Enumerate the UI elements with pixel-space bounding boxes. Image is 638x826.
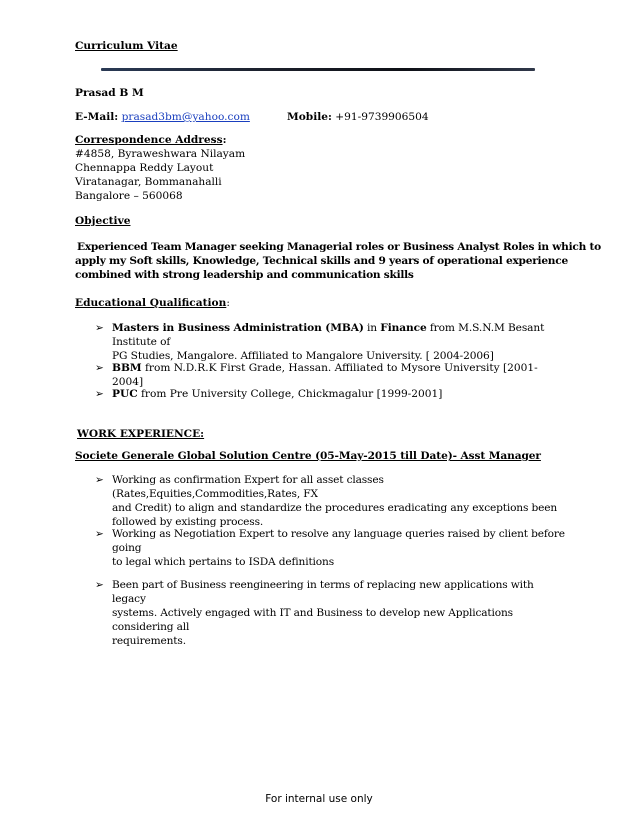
education-heading-line — [75, 296, 230, 310]
arrow-bullet-icon: ➢ — [95, 388, 104, 400]
address-line: Chennappa Reddy Layout — [75, 162, 214, 174]
header-divider — [101, 68, 535, 71]
arrow-bullet-icon: ➢ — [95, 579, 104, 591]
degree-name: PUC — [112, 388, 138, 400]
education-connector: in — [363, 322, 381, 334]
work-experience-heading: WORK EXPERIENCE: — [77, 428, 205, 440]
degree-major: Finance — [380, 322, 427, 334]
address-line: Viratanagar, Bommanahalli — [75, 176, 222, 188]
work-bullet-line: to legal which pertains to ISDA definitions — [112, 556, 334, 568]
work-bullet-line: Working as confirmation Expert for all asset classes (Rates,Equities,Commodities,Rates, FX — [112, 474, 384, 500]
arrow-bullet-icon: ➢ — [95, 474, 104, 486]
education-detail: from Pre University College, Chickmagalur [1999-2001] — [137, 388, 443, 400]
education-heading-colon: : — [226, 297, 230, 309]
email-link[interactable]: prasad3bm@yahoo.com — [121, 111, 250, 123]
address-heading-colon: : — [222, 134, 227, 146]
mobile-label: Mobile: — [287, 111, 332, 123]
arrow-bullet-icon: ➢ — [95, 528, 104, 540]
work-bullet-line: followed by existing process. — [112, 516, 264, 528]
arrow-bullet-icon: ➢ — [95, 362, 104, 374]
education-detail: from N.D.R.K First Grade, Hassan. Affiliated to Mysore University [2001-2004] — [112, 362, 538, 388]
mobile-line — [287, 110, 429, 124]
objective-line: apply my Soft skills, Knowledge, Technical skills and 9 years of operational experience — [75, 255, 568, 267]
objective-line: combined with strong leadership and communication skills — [75, 269, 414, 281]
address-heading-line — [75, 133, 226, 147]
work-bullet-text — [112, 527, 567, 569]
work-bullet-text — [112, 473, 567, 529]
education-text — [112, 387, 567, 401]
arrow-bullet-icon: ➢ — [95, 322, 104, 334]
mobile-number: +91-9739906504 — [335, 111, 429, 123]
company-heading: Societe Generale Global Solution Centre (05-May-2015 till Date)- Asst Manager — [75, 450, 541, 462]
degree-name: BBM — [112, 362, 142, 374]
address-line: Bangalore – 560068 — [75, 190, 183, 202]
work-bullet-line: and Credit) to align and standardize the procedures eradicating any exceptions been — [112, 502, 558, 514]
cv-title: Curriculum Vitae — [75, 40, 178, 52]
work-bullet-line: Been part of Business reengineering in terms of replacing new applications with legacy — [112, 579, 534, 605]
education-text — [112, 361, 567, 389]
education-detail: PG Studies, Mangalore. Affiliated to Mangalore University. [ 2004-2006] — [112, 350, 494, 362]
education-text — [112, 321, 567, 363]
work-bullet-line: systems. Actively engaged with IT and Business to develop new Applications considering all — [112, 607, 513, 633]
objective-line: Experienced Team Manager seeking Managerial roles or Business Analyst Roles in which to — [77, 241, 601, 253]
objective-heading: Objective — [75, 215, 131, 227]
degree-name: Masters in Business Administration (MBA) — [112, 322, 364, 334]
education-heading: Educational Qualification — [75, 297, 227, 309]
work-bullet-line: Working as Negotiation Expert to resolve any language queries raised by client before going — [112, 528, 565, 554]
address-heading: Correspondence Address — [75, 134, 223, 146]
footer-note: For internal use only — [265, 793, 373, 805]
email-line — [75, 110, 250, 124]
email-label: E-Mail: — [75, 111, 119, 123]
education-detail: from M.S.N.M Besant Institute of — [112, 322, 545, 348]
work-bullet-text — [112, 578, 567, 648]
work-bullet-line: requirements. — [112, 635, 186, 647]
address-line: #4858, Byraweshwara Nilayam — [75, 148, 246, 160]
candidate-name: Prasad B M — [75, 87, 144, 99]
